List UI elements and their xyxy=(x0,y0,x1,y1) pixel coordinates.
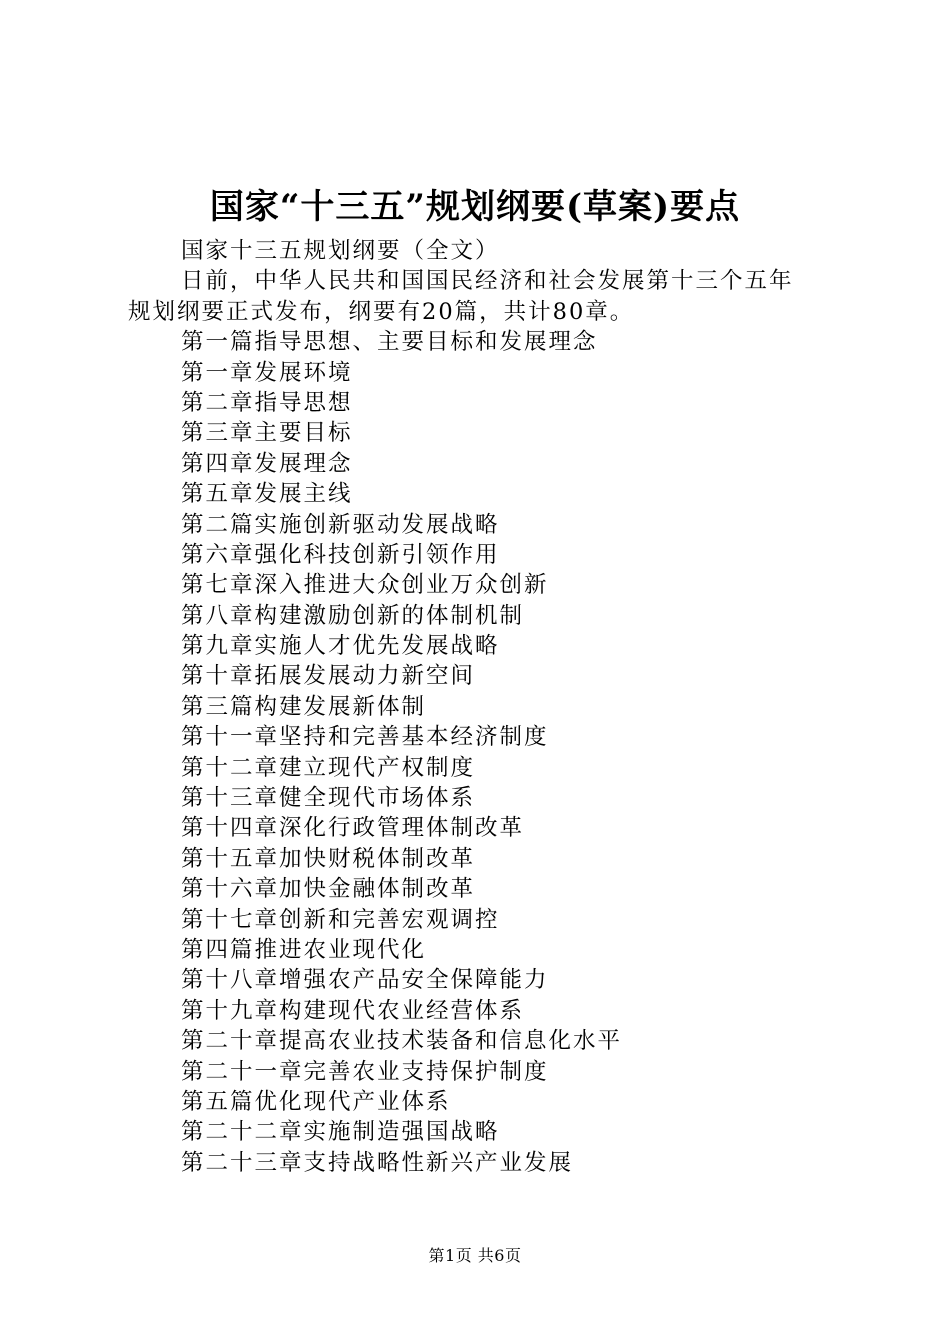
document-body xyxy=(0,236,950,1178)
outline-chapter-item: 第十八章增强农产品安全保障能力 xyxy=(181,967,549,994)
outline-chapter-item: 第八章构建激励创新的体制机制 xyxy=(181,602,525,629)
outline-chapter-item: 第二十一章完善农业支持保护制度 xyxy=(181,1058,549,1085)
outline-part-heading: 第五篇优化现代产业体系 xyxy=(181,1088,451,1115)
outline-chapter-item: 第一章发展环境 xyxy=(181,359,353,386)
outline-part-heading: 第一篇指导思想、主要目标和发展理念 xyxy=(181,329,598,356)
document-title: 国家“十三五”规划纲要(草案)要点 xyxy=(209,187,741,227)
outline-chapter-item: 第六章强化科技创新引领作用 xyxy=(181,541,500,568)
document-subtitle: 国家十三五规划纲要（全文） xyxy=(181,238,500,264)
outline-chapter-item: 第十三章健全现代市场体系 xyxy=(181,785,476,812)
outline-chapter-item: 第二十三章支持战略性新兴产业发展 xyxy=(181,1149,574,1176)
outline-chapter-item: 第二十章提高农业技术装备和信息化水平 xyxy=(181,1028,623,1055)
outline-part-heading: 第二篇实施创新驱动发展战略 xyxy=(181,511,500,538)
outline-chapter-item: 第十一章坚持和完善基本经济制度 xyxy=(181,724,549,751)
outline-chapter-item: 第五章发展主线 xyxy=(181,481,353,508)
outline-chapter-item: 第十章拓展发展动力新空间 xyxy=(181,663,476,690)
page-number: 第1页 共6页 xyxy=(428,1246,522,1265)
intro-paragraph-line-1: 日前，中华人民共和国国民经济和社会发展第十三个五年 xyxy=(181,268,794,295)
outline-part-heading: 第四篇推进农业现代化 xyxy=(181,936,427,963)
outline-chapter-item: 第三章主要目标 xyxy=(181,420,353,447)
outline-chapter-item: 第九章实施人才优先发展战略 xyxy=(181,633,500,660)
outline-chapter-item: 第七章深入推进大众创业万众创新 xyxy=(181,572,549,599)
outline-chapter-item: 第十五章加快财税体制改革 xyxy=(181,845,476,872)
intro-paragraph-line-2: 规划纲要正式发布，纲要有20篇，共计80章。 xyxy=(128,298,635,325)
outline-part-heading: 第三篇构建发展新体制 xyxy=(181,693,427,720)
outline-list xyxy=(0,327,950,1178)
outline-chapter-item: 第十九章构建现代农业经营体系 xyxy=(181,997,525,1024)
outline-chapter-item: 第十四章深化行政管理体制改革 xyxy=(181,815,525,842)
outline-chapter-item: 第二十二章实施制造强国战略 xyxy=(181,1119,500,1146)
outline-chapter-item: 第四章发展理念 xyxy=(181,450,353,477)
outline-chapter-item: 第二章指导思想 xyxy=(181,389,353,416)
outline-chapter-item: 第十七章创新和完善宏观调控 xyxy=(181,906,500,933)
outline-chapter-item: 第十六章加快金融体制改革 xyxy=(181,876,476,903)
outline-chapter-item: 第十二章建立现代产权制度 xyxy=(181,754,476,781)
